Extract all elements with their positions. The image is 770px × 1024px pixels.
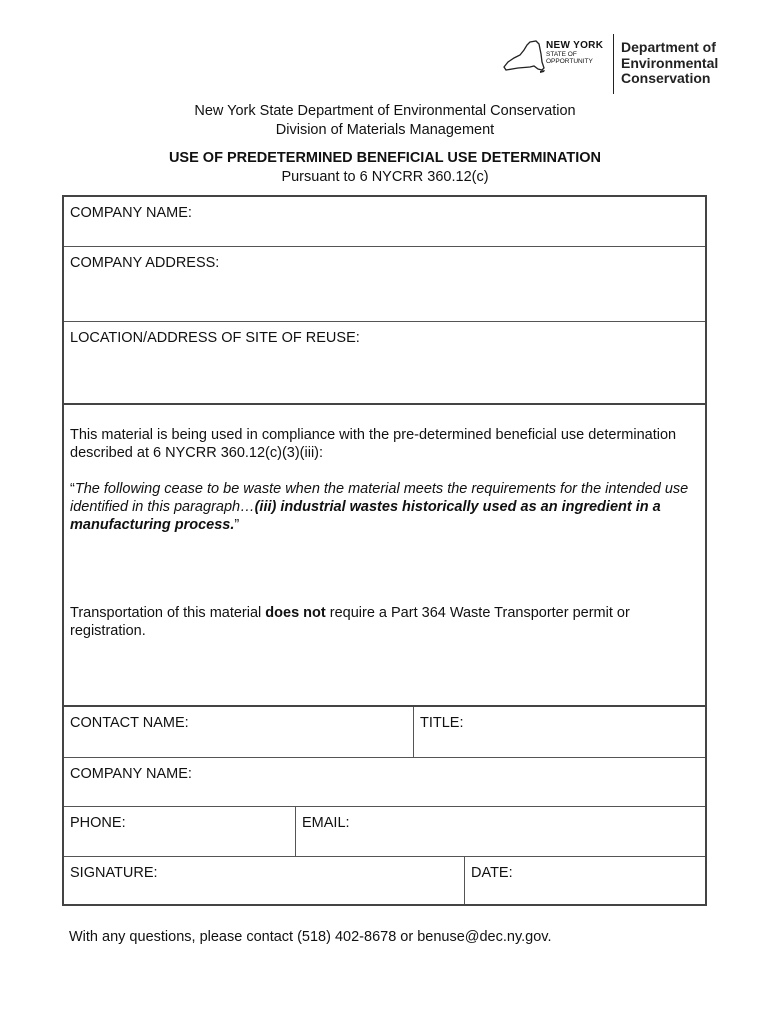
header-division: Division of Materials Management [275, 122, 495, 138]
nys-dec-logo [498, 34, 728, 96]
company-address-label: COMPANY ADDRESS: [70, 255, 220, 271]
contact-name-label: CONTACT NAME: [70, 715, 189, 731]
transport-text-1: Transportation of this material [70, 605, 266, 621]
regulation-quote [70, 480, 691, 534]
document-subtitle: Pursuant to 6 NYCRR 360.12(c) [281, 169, 489, 185]
quote-bold-italic: (iii) industrial wastes historically used as an ingredient in a manufacturing process. [70, 499, 661, 533]
quote-open: “ [70, 481, 75, 497]
contact-row [64, 705, 705, 757]
company-name-label: COMPANY NAME: [70, 205, 192, 221]
transport-text-2: require a Part 364 Waste Transporter permit or registration. [70, 605, 630, 639]
signature-field[interactable] [64, 857, 464, 904]
new-york-state-map-icon [500, 40, 546, 80]
logo-dept-line1: Department of [621, 39, 716, 55]
logo-dept-line3: Conservation [621, 70, 711, 86]
contact-company-label: COMPANY NAME: [70, 766, 192, 782]
logo-divider [613, 34, 614, 94]
signature-date-row [64, 856, 705, 904]
dec-wordmark [621, 40, 718, 87]
logo-ny-line2: STATE OF [546, 51, 577, 58]
contact-company-row[interactable] [64, 757, 705, 806]
compliance-statement-section [64, 403, 705, 705]
contact-name-field[interactable] [64, 707, 413, 757]
title-field[interactable] [413, 707, 705, 757]
company-name-row[interactable] [64, 197, 705, 246]
date-field[interactable] [464, 857, 705, 904]
ny-state-of-opportunity-wordmark [546, 40, 603, 65]
company-address-row[interactable] [64, 246, 705, 321]
transport-note [70, 604, 691, 640]
phone-email-row [64, 806, 705, 856]
quote-italic: The following cease to be waste when the material meets the requirements for the intended use identified in this paragraph… [70, 481, 689, 515]
document-header [0, 102, 770, 187]
compliance-text: This material is being used in compliance with the pre-determined beneficial use determination described at 6 NYCRR 360.12(c)(3)(iii): [70, 427, 677, 461]
contact-footer: With any questions, please contact (518) 402-8678 or benuse@dec.ny.gov. [69, 929, 552, 945]
date-label: DATE: [471, 865, 513, 881]
logo-ny-line3: OPPORTUNITY [546, 58, 593, 65]
site-location-row[interactable] [64, 321, 705, 403]
email-field[interactable] [295, 807, 705, 856]
beneficial-use-form [62, 195, 707, 906]
site-location-label: LOCATION/ADDRESS OF SITE OF REUSE: [70, 330, 360, 346]
phone-label: PHONE: [70, 815, 126, 831]
signature-label: SIGNATURE: [70, 865, 158, 881]
transport-bold: does not [265, 605, 326, 621]
phone-field[interactable] [64, 807, 295, 856]
logo-dept-line2: Environmental [621, 54, 719, 71]
logo-ny-line1: NEW YORK [546, 40, 604, 51]
quote-close: ” [234, 517, 240, 533]
header-agency: New York State Department of Environmental Conservation [194, 103, 576, 119]
email-label: EMAIL: [302, 815, 350, 831]
document-title: USE OF PREDETERMINED BENEFICIAL USE DETERMINATION [168, 150, 602, 166]
title-label: TITLE: [420, 715, 464, 731]
